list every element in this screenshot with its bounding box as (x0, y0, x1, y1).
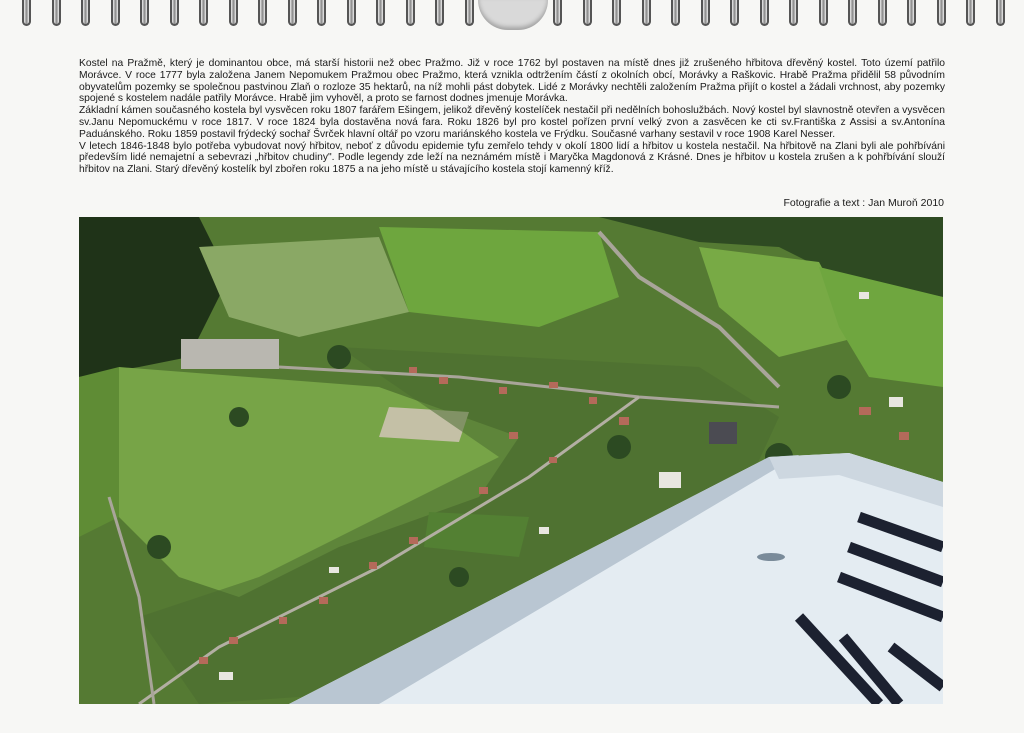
binding-ring (878, 0, 887, 26)
binding-ring (111, 0, 120, 26)
binding-ring (966, 0, 975, 26)
binding-ring (199, 0, 208, 26)
binding-ring (347, 0, 356, 26)
paragraph-history: Kostel na Pražmě, který je dominantou obce, má starší historii než obec Pražmo. Již v roce 1762 byl postaven na místě dnes již zrušeného hřbitova dřevěný kostel. Toto území patřilo Morávce. V roce 1777 byla založena Janem Nepomukem Pražmou obec Pražmo, která vznikla odtržením částí z okolních obcí, Morávky a Raškovic. Hrabě Pražma přidělil 58 původním obyvatelům pozemky se společnou pastvinou Zlaň o rozloze 35 hektarů, na níž mohli pást dobytek. Lidé z Morávky nechtěli založením Pražma přijít o kostel a žádali vrchnost, aby pozemky spojené s kostelem nadále patřily Morávce. Hrabě jim vyhověl, a proto se farnost dodnes jmenuje Morávka. (79, 58, 945, 105)
binding-ring (435, 0, 444, 26)
binding-ring (701, 0, 710, 26)
binding-ring (22, 0, 31, 26)
binding-ring (642, 0, 651, 26)
binding-ring (612, 0, 621, 26)
binding-ring (583, 0, 592, 26)
binding-ring (937, 0, 946, 26)
binding-ring (789, 0, 798, 26)
paragraph-church: Základní kámen současného kostela byl vysvěcen roku 1807 farářem Ešingem, jelikož dřevěný kostelíček nestačil při nedělních bohoslužbách. Nový kostel byl slavnostně otevřen a vysvěcen sv.Janu Nepomuckému v roce 1817. V roce 1824 byla dostavěna nová fara. Roku 1826 byl pro kostel pořízen první velký zvon a zasvěcen ke cti sv.Františka z Assisi a sv.Antonína Paduánského. Roku 1859 postavil frýdecký sochař Švrček hlavní oltář po vzoru mariánského kostela ve Frýdku. Současné varhany sestavil v roce 1908 Karel Nesser. (79, 105, 945, 140)
hanger-notch (478, 0, 548, 30)
binding-ring (671, 0, 680, 26)
binding-ring (317, 0, 326, 26)
binding-ring (819, 0, 828, 26)
paragraph-cemetery: V letech 1846-1848 bylo potřeba vybudovat nový hřbitov, neboť z důvodu epidemie tyfu zemřelo tehdy v okolí 1800 lidí a hřbitov u kostela nestačil. Na hřbitově na Zlani byli ale pohřbíváni především lidé nemajetní a sebevrazi „hřbitov chudiny". Podle legendy zde leží na neznámém místě i Maryčka Magdonová z Krásné. Dnes je hřbitov u kostela zrušen a k pohřbívání slouží hřbitov na Zlani. Starý dřevěný kostelík byl zbořen roku 1875 a na jeho místě u stávajícího kostela stojí kamenný kříž. (79, 140, 945, 176)
article-text (79, 58, 945, 176)
binding-ring (52, 0, 61, 26)
binding-ring (465, 0, 474, 26)
binding-ring (258, 0, 267, 26)
aerial-photo-illustration (79, 217, 943, 704)
binding-ring (553, 0, 562, 26)
binding-ring (848, 0, 857, 26)
binding-ring (288, 0, 297, 26)
binding-ring (996, 0, 1005, 26)
binding-ring (229, 0, 238, 26)
binding-ring (140, 0, 149, 26)
binding-ring (376, 0, 385, 26)
spiral-binding (0, 0, 1024, 34)
photo-credit: Fotografie a text : Jan Muroň 2010 (783, 197, 944, 209)
aerial-photo (79, 217, 943, 704)
binding-ring (170, 0, 179, 26)
binding-ring (907, 0, 916, 26)
binding-ring (730, 0, 739, 26)
binding-ring (760, 0, 769, 26)
binding-ring (81, 0, 90, 26)
binding-ring (406, 0, 415, 26)
